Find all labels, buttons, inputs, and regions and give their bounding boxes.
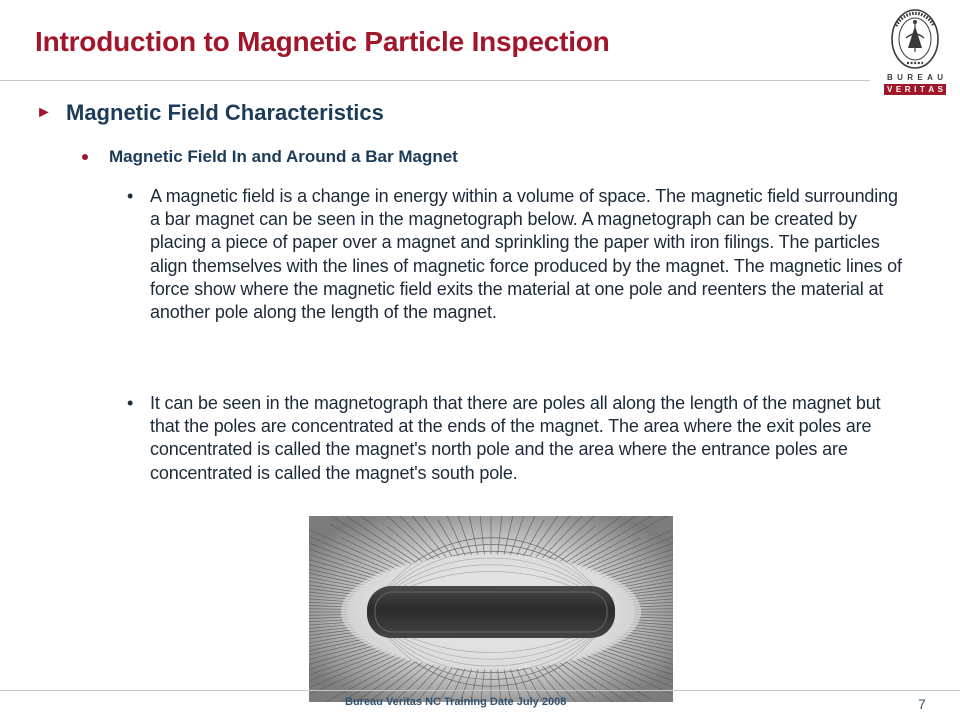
magnetograph-image [309,516,673,702]
subheading-text: Magnetic Field In and Around a Bar Magnet [109,147,458,166]
title-divider [0,80,870,81]
bar-magnet-field-lines-image [309,516,673,702]
paragraph-1 [127,185,910,324]
footer-divider [0,690,960,691]
paragraph-2-text: It can be seen in the magnetograph that there are poles all along the length of the magnet but that the poles are concentrated at the ends of the magnet. The area where the exit poles are concentrated is called the magnet's north pole and the area where the entrance poles are concentrated is called the magnet's south pole. [150,393,881,483]
logo-seal-icon [884,8,946,70]
bullet-icon: • [127,393,134,413]
paragraph-2 [127,392,910,485]
paragraph-1-text: A magnetic field is a change in energy within a volume of space. The magnetic field surrounding a bar magnet can be seen in the magnetograph below. A magnetograph can be created by placing a piece of paper over a magnet and sprinkling the paper with iron filings. The particles align themselves with the lines of magnetic force produced by the magnet. The magnetic lines of force show where the magnetic field exits the material at one pole and reenters the material at another pole along the length of the magnet. [150,186,902,323]
logo-word-veritas: V E R I T A S [884,84,946,95]
footer-text: Bureau Veritas NC Training Date July 2008 [345,696,567,708]
section-heading-text: Magnetic Field Characteristics [66,100,384,125]
page-number: 7 [918,696,926,712]
triangle-bullet-icon: ► [36,104,52,121]
slide-title: Introduction to Magnetic Particle Inspection [35,26,610,57]
dot-bullet-icon [82,154,88,160]
logo-word-bureau: B U R E A U [887,73,943,82]
section-heading [36,100,384,126]
bullet-icon: • [127,186,134,206]
subheading [82,147,458,167]
bureau-veritas-logo [884,8,946,94]
